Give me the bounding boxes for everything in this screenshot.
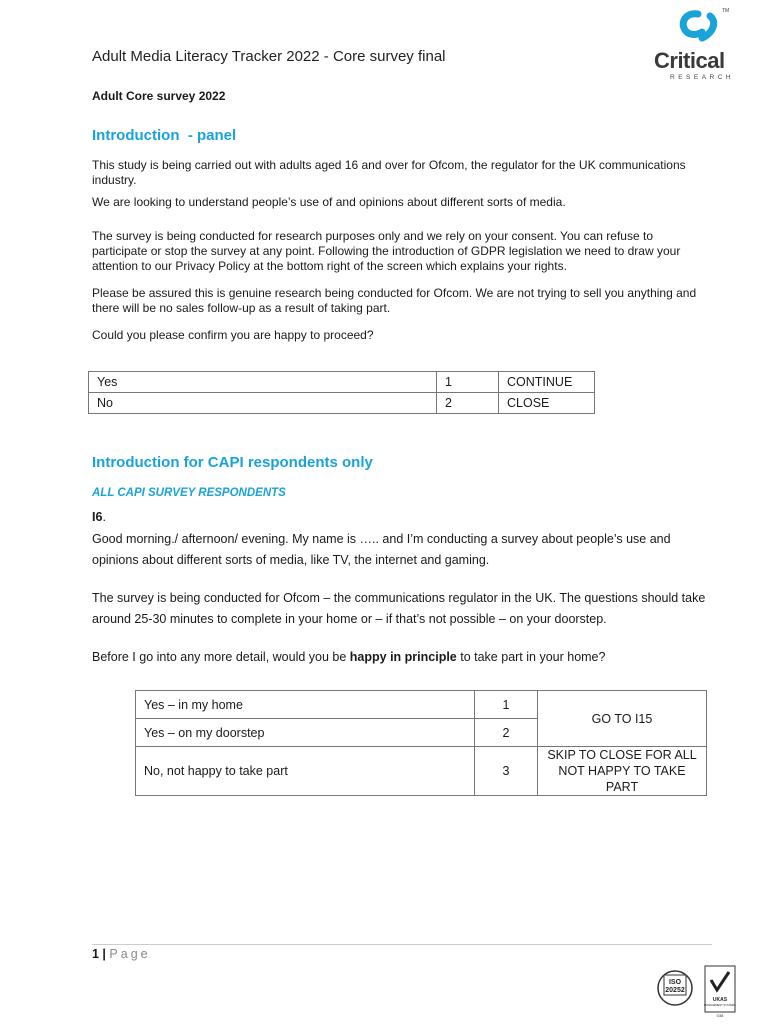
route-cell: CONTINUE <box>499 372 595 393</box>
question-text-bold: happy in principle <box>349 650 457 664</box>
question-code-label: I6 <box>92 510 103 524</box>
answer-cell: No <box>89 393 437 414</box>
intro-paragraph: Could you please confirm you are happy to proceed? <box>92 328 374 342</box>
ukas-sub: MANAGEMENT SYSTEMS <box>704 1004 736 1007</box>
capi-subheading: ALL CAPI SURVEY RESPONDENTS <box>92 487 286 499</box>
table-row <box>136 747 707 796</box>
intro-paragraph: We are looking to understand people’s use of and opinions about different sorts of media. <box>92 195 566 209</box>
route-cell: GO TO I15 <box>538 691 707 747</box>
answer-cell: Yes – on my doorstep <box>136 719 475 747</box>
page-number <box>92 947 151 961</box>
document-subtitle: Adult Core survey 2022 <box>92 89 226 103</box>
capi-paragraph: Good morning./ afternoon/ evening. My name is ….. and I’m conducting a survey about people’s use and opinions about different sorts of media, like TV, the internet and gaming. <box>92 532 671 567</box>
logo-wordmark: Critical <box>654 48 725 73</box>
code-cell: 1 <box>437 372 499 393</box>
question-code <box>92 510 106 524</box>
intro-paragraph: This study is being carried out with adults aged 16 and over for Ofcom, the regulator for the UK communications industry. <box>92 158 686 187</box>
table-row <box>89 393 595 414</box>
iso-number: 20252 <box>665 987 685 994</box>
participation-answer-table <box>135 690 707 796</box>
logo-tagline: RESEARCH <box>670 74 735 81</box>
document-header-title: Adult Media Literacy Tracker 2022 - Core survey final <box>92 48 446 65</box>
iso-label: ISO <box>668 979 682 986</box>
ukas-number: 038 <box>716 1013 724 1018</box>
table-row <box>89 372 595 393</box>
code-cell: 2 <box>475 719 538 747</box>
question-text-after: to take part in your home? <box>456 650 606 664</box>
answer-cell: No, not happy to take part <box>136 747 475 796</box>
capi-paragraph: The survey is being conducted for Ofcom – the communications regulator in the UK. The questions should take around 25-30 minutes to complete in your home or – if that’s not possible – on your doorstep. <box>92 591 706 626</box>
route-cell: SKIP TO CLOSE FOR ALL NOT HAPPY TO TAKE PART <box>538 747 707 796</box>
consent-answer-table <box>88 371 595 414</box>
iso-ukas-badge-icon <box>655 960 745 1020</box>
intro-paragraph: Please be assured this is genuine research being conducted for Ofcom. We are not trying to sell you anything and there will be no sales follow-up as a result of taking part. <box>92 286 697 315</box>
critical-research-logo <box>652 8 744 81</box>
code-cell: 1 <box>475 691 538 719</box>
page-label: Page <box>109 947 151 961</box>
answer-cell: Yes – in my home <box>136 691 475 719</box>
answer-cell: Yes <box>89 372 437 393</box>
question-code-suffix: . <box>102 510 106 524</box>
page-number-separator: | <box>98 947 110 961</box>
footer-divider <box>92 944 712 945</box>
page-number-value: 1 <box>92 947 99 961</box>
certification-badges <box>655 960 745 1020</box>
code-cell: 3 <box>475 747 538 796</box>
question-text-before: Before I go into any more detail, would you be <box>92 650 350 664</box>
logo-trademark: TM <box>722 8 730 14</box>
critical-logo-mark-icon <box>652 8 744 50</box>
section-heading-capi: Introduction for CAPI respondents only <box>92 454 373 471</box>
section-heading-intro-panel: Introduction - panel <box>92 127 237 144</box>
table-row <box>136 691 707 719</box>
intro-paragraph: The survey is being conducted for research purposes only and we rely on your consent. You can refuse to participate or stop the survey at any point. Following the introduction of GDPR legislation we need to draw your attention to our Privacy Policy at the bottom right of the screen which explains your rights. <box>92 229 681 273</box>
question-text <box>92 647 712 668</box>
code-cell: 2 <box>437 393 499 414</box>
route-cell: CLOSE <box>499 393 595 414</box>
ukas-label: UKAS <box>712 997 728 1003</box>
